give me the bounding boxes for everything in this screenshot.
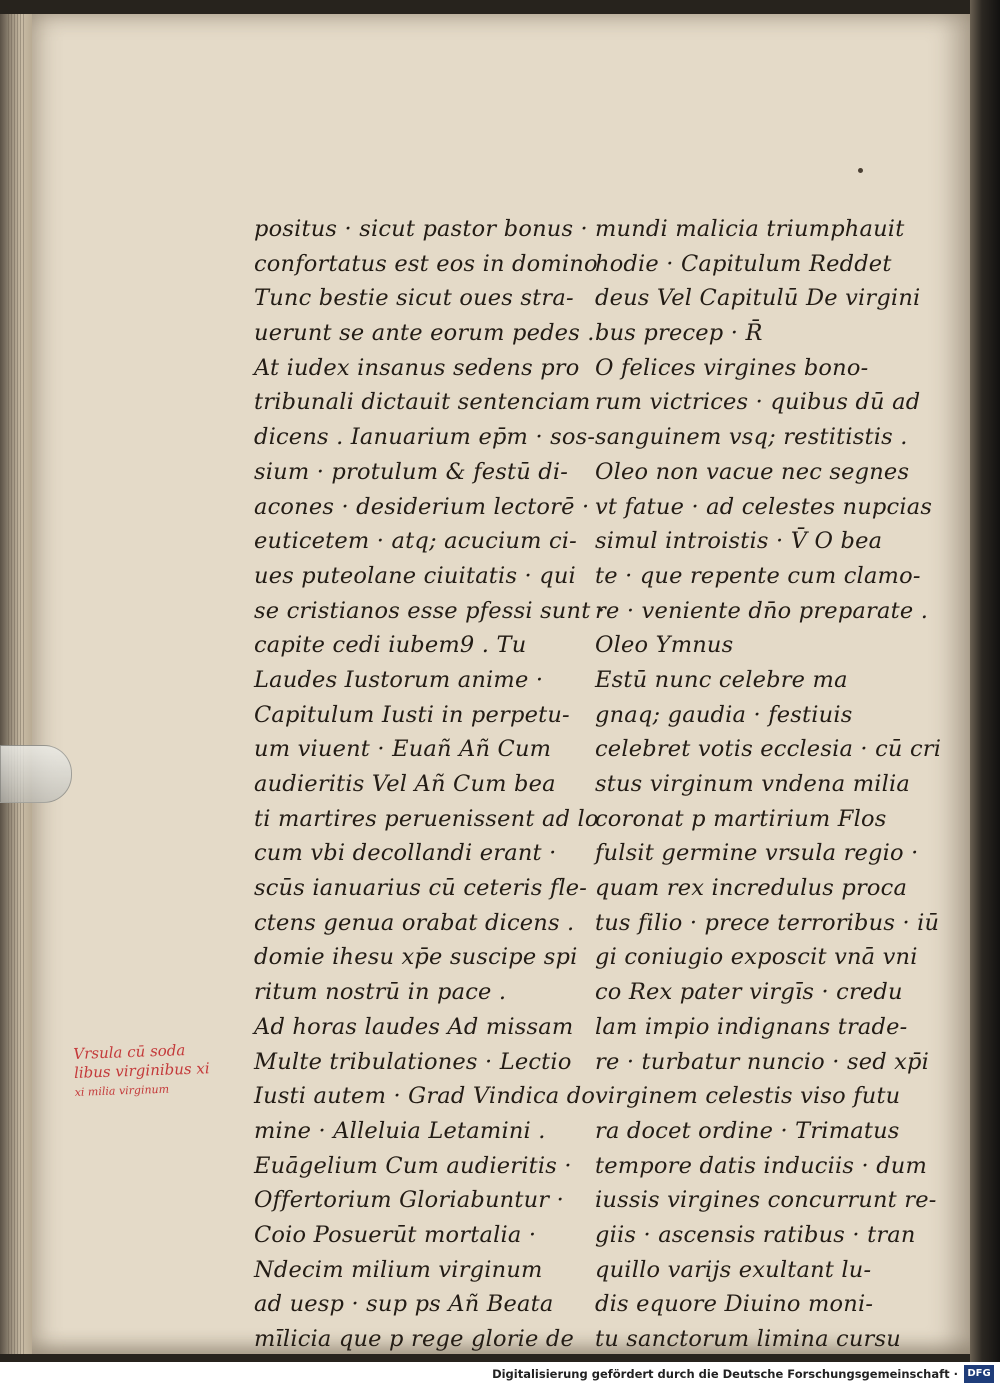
marginal-note-line: xi milia virginum — [74, 1082, 170, 1099]
text-line: ritum nostrū in pace . — [254, 979, 507, 1006]
text-line: mine · Alleluia Letamini . — [254, 1117, 546, 1144]
text-column-left — [254, 212, 606, 1357]
text-line: euticetem · atq; acucium ci- — [254, 528, 577, 555]
text-line: rum victrices · quibus dū ad — [595, 389, 921, 416]
text-line: Capitulum Iusti in perpetu- — [254, 701, 570, 728]
text-line: giis · ascensis ratibus · tran — [595, 1221, 916, 1248]
text-line: coronat p martirium Flos — [595, 805, 887, 832]
text-line: celebret votis ecclesia · cū cri — [595, 736, 942, 763]
page-tab-marker — [0, 745, 72, 803]
text-line: se cristianos esse pfessi sunt · — [254, 597, 606, 624]
text-line: acones · desiderium lectorē · — [254, 493, 590, 520]
book-page-edges-left — [0, 14, 36, 1354]
text-line: quam rex incredulus proca — [595, 875, 908, 902]
text-line: iussis virgines concurrunt re- — [595, 1187, 937, 1214]
text-line: ad uesp · sup ps Añ Beata — [254, 1291, 554, 1318]
text-line: gnaq; gaudia · festiuis — [595, 701, 853, 728]
text-line: vt fatue · ad celestes nupcias — [595, 493, 933, 520]
digitization-footer — [0, 1362, 1000, 1387]
text-line: ra docet ordine · Trimatus — [595, 1117, 900, 1144]
text-line: gi coniugio exposcit vnā vni — [595, 944, 918, 971]
text-line: deus Vel Capitulū De virgini — [595, 285, 921, 312]
text-line: Tunc bestie sicut oues stra- — [254, 285, 574, 312]
text-line: Euāgelium Cum audieritis · — [254, 1152, 572, 1179]
text-line: Coio Posuerūt mortalia · — [254, 1221, 537, 1248]
text-line: mundi malicia triumphauit — [595, 216, 905, 242]
text-line: Multe tribulationes · Lectio — [254, 1048, 572, 1075]
text-line: lam impio indignans trade- — [595, 1013, 908, 1040]
text-line: Ndecim milium virginum — [254, 1256, 543, 1283]
text-line: Estū nunc celebre ma — [595, 666, 848, 693]
text-line: tempore datis induciis · dum — [595, 1152, 928, 1179]
text-line: re · veniente dn̄o preparate . — [595, 597, 929, 624]
text-line: mīlicia que p rege glorie de — [254, 1326, 575, 1352]
text-line: virginem celestis viso futu — [595, 1083, 901, 1110]
text-line: hodie · Capitulum Reddet — [595, 250, 892, 277]
text-line: Offertorium Gloriabuntur · — [254, 1187, 564, 1214]
ink-speck — [858, 168, 863, 173]
text-line: dis equore Diuino moni- — [595, 1291, 874, 1318]
text-line: cum vbi decollandi erant · — [254, 840, 557, 867]
text-line: tribunali dictauit sentenciam — [254, 389, 591, 416]
marginal-note — [73, 1039, 245, 1102]
text-line: bus precep · R̄ — [595, 320, 763, 347]
marginal-note-line: libus virginibus xi — [73, 1059, 210, 1082]
text-line: Iusti autem · Grad Vindica do — [254, 1083, 596, 1110]
marginal-note-line: Vrsula cū soda — [73, 1041, 186, 1063]
text-line: positus · sicut pastor bonus · — [254, 216, 588, 242]
text-column-right — [595, 212, 942, 1357]
text-line: Ad horas laudes Ad missam — [254, 1013, 574, 1040]
dfg-logo: DFG — [964, 1365, 994, 1383]
text-line: Laudes Iustorum anime · — [254, 666, 544, 693]
text-line: tus filio · prece terroribus · iū — [595, 909, 940, 936]
text-line: domie ihesu xp̄e suscipe spi — [254, 944, 578, 971]
text-line: Oleo non vacue nec segnes — [595, 458, 910, 485]
text-line: Oleo Ymnus — [595, 632, 734, 659]
text-line: tu sanctorum limina cursu — [595, 1326, 901, 1352]
text-line: te · que repente cum clamo- — [595, 562, 921, 589]
text-line: audieritis Vel Añ Cum bea — [254, 771, 556, 797]
text-line: ues puteolane ciuitatis · qui — [254, 562, 576, 589]
book-edge-right — [970, 0, 1000, 1362]
footer-credit-text: Digitalisierung gefördert durch die Deutsche Forschungsgemeinschaft · — [492, 1367, 958, 1381]
text-line: re · turbatur nuncio · sed xp̄i — [595, 1048, 930, 1075]
text-line: dicens . Ianuarium ep̄m · sos- — [254, 424, 596, 451]
text-line: O felices virgines bono- — [595, 354, 869, 381]
text-line: ti martires peruenissent ad lo — [254, 805, 599, 832]
text-line: fulsit germine vrsula regio · — [595, 840, 919, 867]
text-line: At iudex insanus sedens pro — [254, 354, 580, 381]
text-line: confortatus est eos in domino — [254, 250, 598, 277]
text-line: sium · protulum & festū di- — [254, 458, 569, 485]
text-line: simul introistis · V̄ O bea — [595, 528, 883, 555]
text-line: quillo varijs exultant lu- — [595, 1256, 872, 1283]
text-line: sanguinem vsq; restitistis . — [595, 424, 908, 451]
text-line: um viuent · Euañ Añ Cum — [254, 736, 552, 763]
text-line: ctens genua orabat dicens . — [254, 909, 575, 936]
text-line: scūs ianuarius cū ceteris fle- — [254, 875, 588, 902]
text-line: stus virginum vndena milia — [595, 771, 911, 797]
text-line: co Rex pater virgīs · credu — [595, 979, 903, 1006]
text-line: uerunt se ante eorum pedes . — [254, 320, 595, 347]
text-line: capite cedi iubem9 . Tu — [254, 632, 527, 659]
